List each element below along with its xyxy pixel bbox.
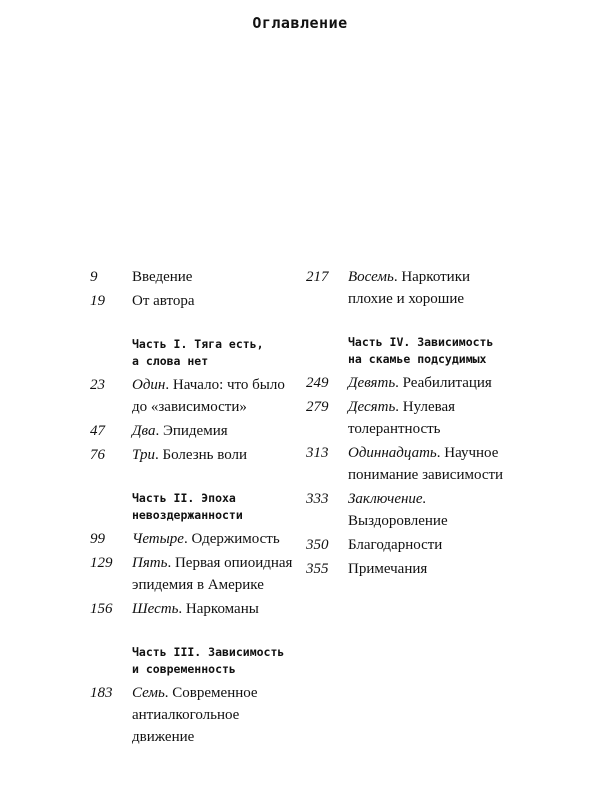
toc-entry[interactable] [90, 374, 320, 418]
toc-entry[interactable] [90, 528, 320, 550]
toc-entry[interactable] [306, 488, 536, 532]
entry-title-line: . Реабилитация [395, 375, 492, 391]
entry-title-line: Примечания [348, 561, 428, 577]
entry-title-line: . Современное [164, 685, 258, 701]
entry-title [348, 396, 536, 440]
page-number: 156 [90, 601, 113, 617]
part-heading-line: а слова нет [132, 354, 209, 368]
toc-entry[interactable] [90, 420, 320, 442]
toc-entry[interactable] [90, 598, 320, 620]
entry-title-line: антиалкогольное [132, 707, 240, 723]
entry-title [132, 420, 320, 442]
page-number: 76 [90, 447, 105, 463]
part-heading [132, 644, 320, 678]
page-number: 47 [90, 423, 105, 439]
toc-entry[interactable] [90, 682, 320, 748]
entry-title-line: . Наркотики [393, 269, 471, 285]
entry-title-line: толерантность [348, 421, 441, 437]
part-heading-line: Часть III. Зависимость [132, 645, 285, 659]
entry-title-line: . Эпидемия [155, 423, 228, 439]
chapter-name: Восемь [348, 269, 394, 285]
entry-title-line: . Одержимость [183, 531, 280, 547]
page-number: 279 [306, 399, 329, 415]
chapter-name: Заключение. [348, 491, 427, 507]
toc-entry[interactable] [306, 372, 536, 394]
page-number: 9 [90, 269, 98, 285]
part-heading-line: и современность [132, 662, 236, 676]
chapter-name: Три [132, 447, 155, 463]
page-number: 129 [90, 555, 113, 571]
entry-title [132, 266, 320, 288]
chapter-name: Четыре [132, 531, 184, 547]
entry-title [132, 682, 320, 748]
part-heading-line: невоздержанности [132, 508, 243, 522]
chapter-name: Десять [348, 399, 396, 415]
page-number: 99 [90, 531, 105, 547]
page-number: 313 [306, 445, 329, 461]
entry-title [348, 442, 536, 486]
entry-title-line: понимание зависимости [348, 467, 504, 483]
entry-title-line: Введение [132, 269, 193, 285]
entry-title-line: Выздоровление [348, 513, 448, 529]
entry-title [348, 534, 536, 556]
toc-entry[interactable] [306, 442, 536, 486]
page-title: Оглавление [252, 14, 348, 32]
entry-title-line: . Нулевая [395, 399, 456, 415]
chapter-name: Шесть [132, 601, 179, 617]
entry-title-line: плохие и хорошие [348, 291, 465, 307]
part-heading-line: Часть I. Тяга есть, [132, 337, 264, 351]
entry-title [348, 372, 536, 394]
entry-title-line: . Первая опиоидная [167, 555, 293, 571]
chapter-name: Девять [348, 375, 396, 391]
toc-entry[interactable] [306, 266, 536, 310]
entry-title [132, 444, 320, 466]
chapter-name: Одиннадцать [348, 445, 437, 461]
toc-entry[interactable] [306, 396, 536, 440]
entry-title-line: . Начало: что было [165, 377, 285, 393]
toc-entry[interactable] [306, 558, 536, 580]
entry-title [132, 374, 320, 418]
toc-entry[interactable] [90, 290, 320, 312]
entry-title-line: От автора [132, 293, 195, 309]
page-number: 333 [306, 491, 329, 507]
page-number: 249 [306, 375, 329, 391]
toc-entry[interactable] [90, 444, 320, 466]
entry-title-line: до «зависимости» [132, 399, 247, 415]
chapter-name: Один [132, 377, 166, 393]
entry-title-line: Благодарности [348, 537, 443, 553]
part-heading [348, 334, 536, 368]
entry-title [348, 558, 536, 580]
chapter-name: Семь [132, 685, 165, 701]
toc-entry[interactable] [306, 534, 536, 556]
chapter-name: Пять [132, 555, 168, 571]
entry-title [348, 488, 536, 532]
page-number: 183 [90, 685, 113, 701]
entry-title-line: эпидемия в Америке [132, 577, 264, 593]
part-heading-line: Часть II. Эпоха [132, 491, 236, 505]
page-number: 19 [90, 293, 105, 309]
entry-title [132, 290, 320, 312]
chapter-name: Два [132, 423, 156, 439]
part-heading [132, 336, 320, 370]
page-number: 355 [306, 561, 329, 577]
entry-title-line: движение [132, 729, 195, 745]
entry-title [348, 266, 536, 310]
entry-title-line: . Болезнь воли [154, 447, 248, 463]
page-number: 217 [306, 269, 329, 285]
part-heading-line: на скамье подсудимых [348, 352, 487, 366]
part-heading-line: Часть IV. Зависимость [348, 335, 494, 349]
toc-column-left [90, 266, 320, 748]
toc-column-right [306, 266, 536, 580]
page-number: 350 [306, 537, 329, 553]
part-heading [132, 490, 320, 524]
entry-title-line: . Наркоманы [178, 601, 259, 617]
toc-entry[interactable] [90, 552, 320, 596]
entry-title [132, 528, 320, 550]
page-number: 23 [90, 377, 105, 393]
toc-entry[interactable] [90, 266, 320, 288]
entry-title-line: . Научное [436, 445, 499, 461]
entry-title [132, 552, 320, 596]
entry-title [132, 598, 320, 620]
